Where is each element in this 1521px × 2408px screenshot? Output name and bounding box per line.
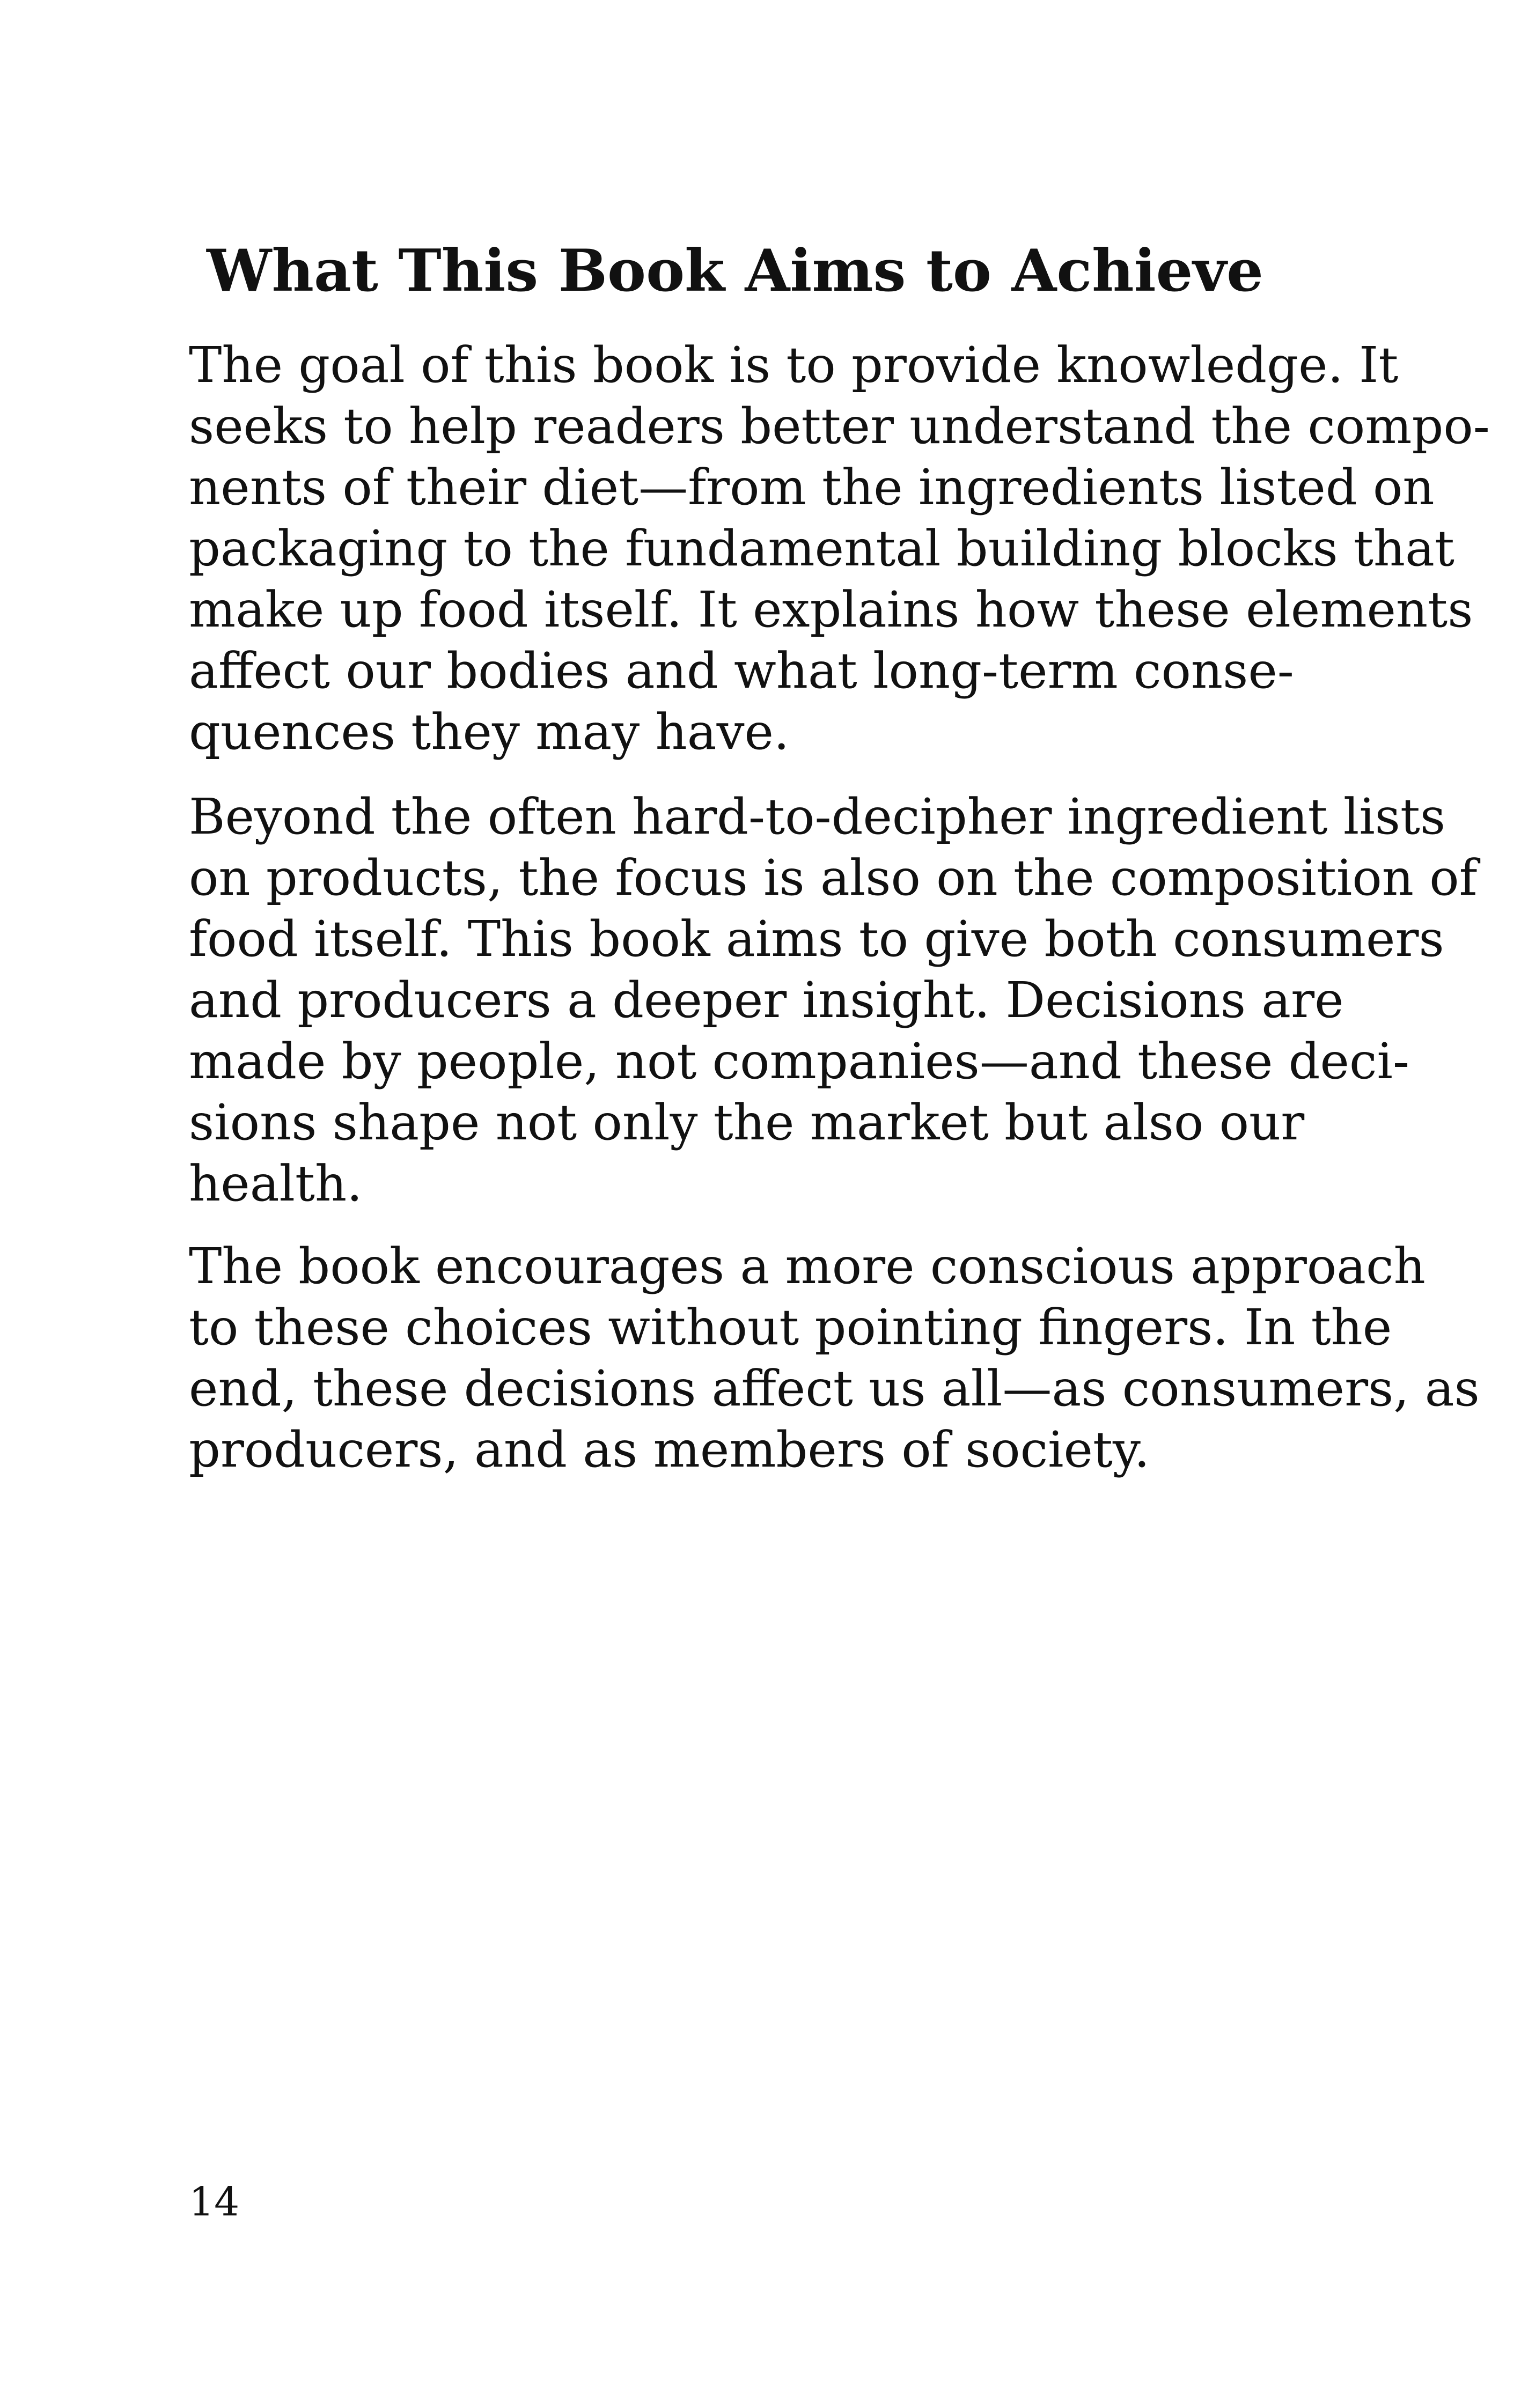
text-line: to these choices without pointing fingers. In the	[189, 1299, 1392, 1356]
text-line: The goal of this book is to provide knowledge. It	[189, 336, 1399, 394]
text-line: made by people, not companies—and these deci-	[189, 1033, 1410, 1090]
text-line: nents of their diet—from the ingredients listed on	[189, 459, 1435, 516]
text-line: quences they may have.	[189, 703, 790, 761]
text-line: seeks to help readers better understand the compo-	[189, 397, 1490, 455]
paragraph-1	[189, 335, 1490, 763]
paragraph-3	[189, 1236, 1480, 1481]
text-line: food itself. This book aims to give both consumers	[189, 910, 1444, 968]
text-line: end, these decisions affect us all—as consumers, as	[189, 1360, 1480, 1417]
text-line: The book encourages a more conscious approach	[189, 1238, 1426, 1295]
text-line: affect our bodies and what long-term conse-	[189, 642, 1294, 699]
text-line: and producers a deeper insight. Decisions are	[189, 971, 1344, 1029]
text-line: producers, and as members of society.	[189, 1421, 1150, 1478]
text-line: packaging to the fundamental building blocks that	[189, 520, 1454, 577]
section-heading: What This Book Aims to Achieve	[207, 237, 1263, 305]
text-line: sions shape not only the market but also our	[189, 1094, 1305, 1151]
text-line: on products, the focus is also on the composition of	[189, 849, 1478, 907]
page-number: 14	[189, 2179, 240, 2225]
text-line: Beyond the often hard-to-decipher ingredient lists	[189, 788, 1446, 845]
paragraph-2	[189, 786, 1478, 1214]
text-line: health.	[189, 1155, 363, 1212]
text-line: make up food itself. It explains how these elements	[189, 581, 1473, 638]
